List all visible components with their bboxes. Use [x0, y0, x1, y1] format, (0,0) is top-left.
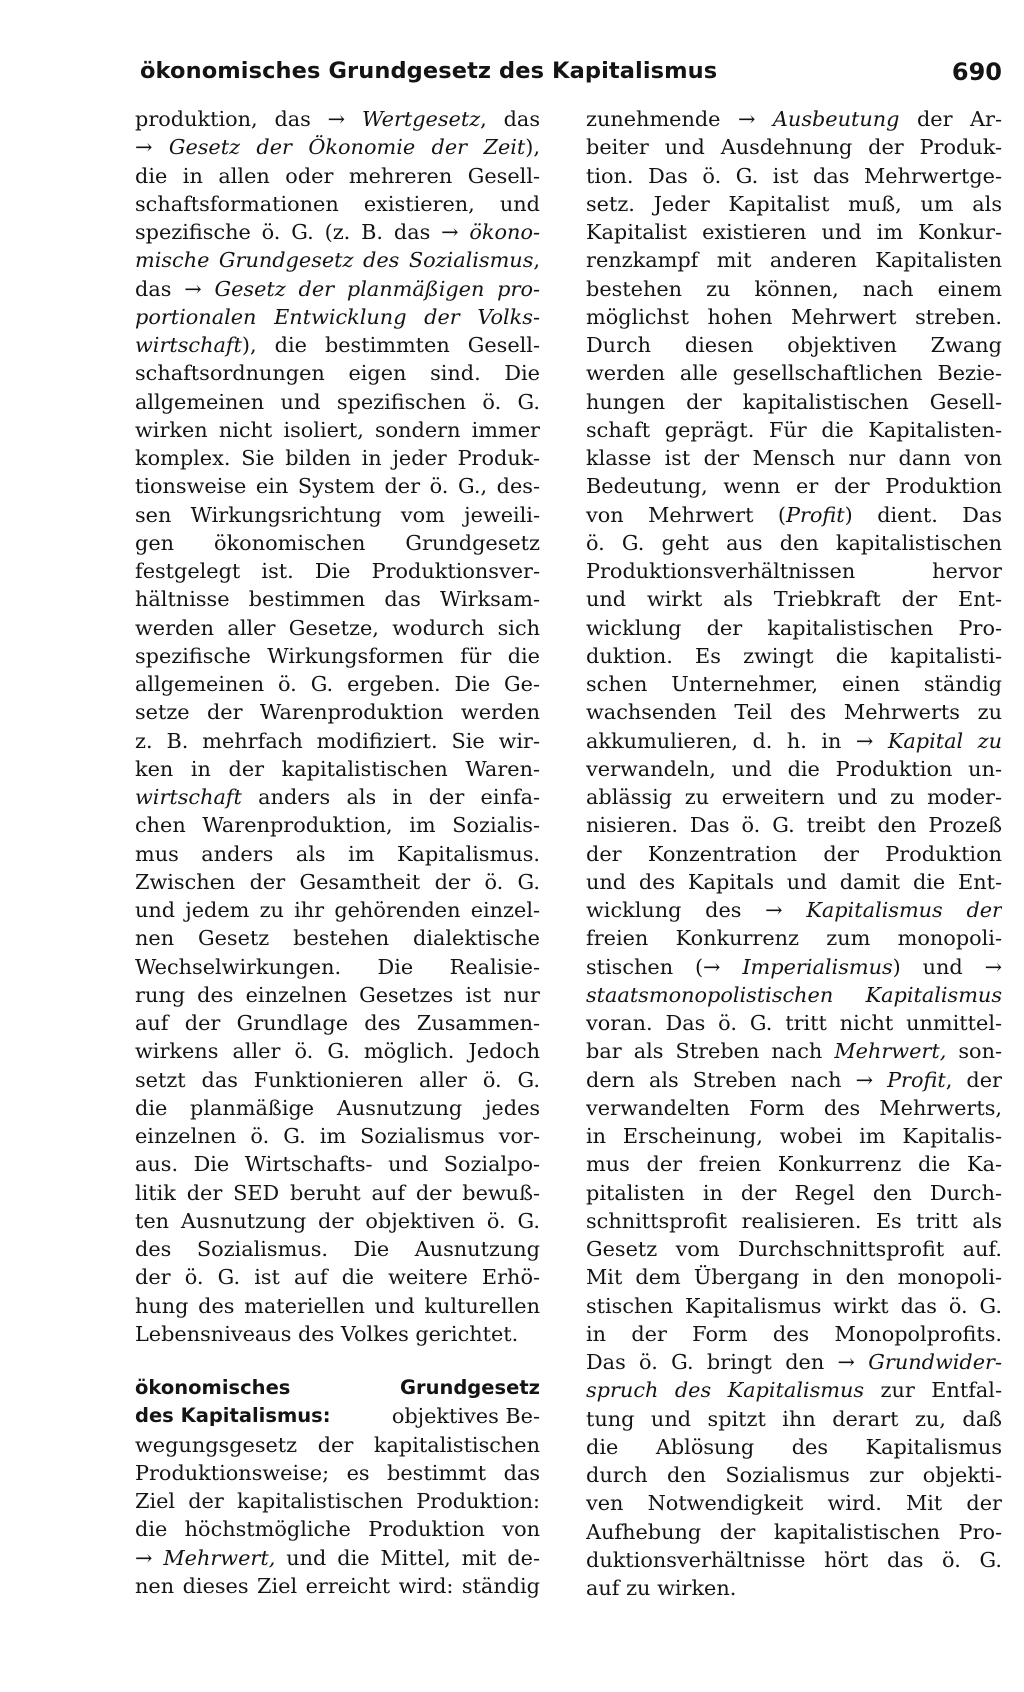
text-line: wirtschaft anders als in der einfa- [135, 785, 540, 809]
text-line: auf der Grundlage des Zusammen- [135, 1011, 540, 1035]
entry-headword-continued: des Kapitalismus: [135, 1404, 331, 1428]
text-line: in Erscheinung, wobei im Kapitalis- [586, 1124, 1002, 1148]
text-line: rung des einzelnen Gesetzes ist nur [135, 982, 540, 1007]
text-line: stischen (→ Imperialismus) und → [586, 954, 1002, 979]
text-line: und wirkt als Triebkraft der Ent- [586, 587, 1002, 612]
text-line: nen dieses Ziel erreicht wird: ständig [135, 1573, 540, 1598]
text-line: voran. Das ö. G. tritt nicht unmittel- [586, 1011, 1002, 1035]
text-line: wegungsgesetz der kapitalistischen [135, 1432, 540, 1457]
text-line: Produktionsverhältnissen hervor [586, 559, 1002, 583]
text-line: und des Kapitals und damit die Ent- [586, 869, 1002, 894]
entry-spacer [135, 1348, 540, 1374]
text-line: Produktionsweise; es bestimmt das [135, 1460, 540, 1485]
text-line: ken in der kapitalistischen Waren- [135, 756, 540, 781]
text-line: schnittsprofit realisieren. Es tritt als [586, 1208, 1002, 1233]
text-line: tionsweise ein System der ö. G., des- [135, 474, 540, 499]
text-line: tung und spitzt ihn derart zu, daß [586, 1406, 1002, 1431]
text-line: ö. G. geht aus den kapitalistischen [586, 530, 1002, 555]
text-line: spruch des Kapitalismus zur Entfal- [586, 1378, 1002, 1403]
text-line: akkumulieren, d. h. in → Kapital zu [586, 728, 1002, 753]
text-line: Das ö. G. bringt den → Grundwider- [586, 1350, 1002, 1374]
text-line: renzkampf mit anderen Kapitalisten [586, 248, 1002, 273]
entry-headword: ökonomisches Grundgesetz [135, 1376, 540, 1399]
text-line: wirtschaft), die bestimmten Gesell- [135, 333, 540, 357]
text-line: die planmäßige Ausnutzung jedes [135, 1095, 540, 1120]
text-line: ablässig zu erweitern und zu moder- [586, 785, 1002, 809]
text-line: nen Gesetz bestehen dialektische [135, 926, 540, 951]
text-line: durch den Sozialismus zur objekti- [586, 1463, 1002, 1487]
text-line: allgemeinen und spezifischen ö. G. [135, 389, 540, 414]
text-line: beiter und Ausdehnung der Produk- [586, 135, 1002, 160]
text-line: von Mehrwert (Profit) dient. Das [586, 502, 1002, 527]
text-line: portionalen Entwicklung der Volks- [135, 304, 540, 329]
text-line: Durch diesen objektiven Zwang [586, 333, 1002, 357]
text-line: bar als Streben nach Mehrwert, son- [586, 1039, 1002, 1064]
text-line: schaft geprägt. Für die Kapitalisten- [586, 417, 1002, 442]
text-line: verwandelten Form des Mehrwerts, [586, 1095, 1002, 1120]
text-line: und jedem zu ihr gehörenden einzel- [135, 898, 540, 922]
text-line: ven Notwendigkeit wird. Mit der [586, 1491, 1002, 1516]
text-line: wachsenden Teil des Mehrwerts zu [586, 700, 1002, 725]
text-line: setz. Jeder Kapitalist muß, um als [586, 191, 1002, 216]
text-line: produktion, das → Wertgesetz, das [135, 107, 540, 131]
text-line: setzt das Funktionieren aller ö. G. [135, 1067, 540, 1092]
text-line: wirken nicht isoliert, sondern immer [135, 417, 540, 442]
text-line: aus. Die Wirtschafts- und Sozialpo- [135, 1152, 540, 1177]
text-line: schen Unternehmer, einen ständig [586, 672, 1002, 696]
text-line: pitalisten in der Regel den Durch- [586, 1180, 1002, 1205]
text-line: nisieren. Das ö. G. treibt den Prozeß [586, 813, 1002, 838]
text-line: litik der SED beruht auf der bewuß- [135, 1180, 540, 1205]
text-line: festgelegt ist. Die Produktionsver- [135, 559, 540, 583]
text-line: freien Konkurrenz zum monopoli- [586, 926, 1002, 951]
text-line: sen Wirkungsrichtung vom jeweili- [135, 502, 540, 527]
text-line: Kapitalist existieren und im Konkur- [586, 220, 1002, 244]
text-line: in der Form des Monopolprofits. [586, 1321, 1002, 1346]
text-line: dern als Streben nach → Profit, der [586, 1067, 1002, 1092]
text-line: auf zu wirken. [586, 1576, 737, 1600]
text-line: komplex. Sie bilden in jeder Produk- [135, 446, 540, 470]
text-line: die höchstmögliche Produktion von [135, 1517, 540, 1542]
text-line: wirkens aller ö. G. möglich. Jedoch [135, 1039, 540, 1064]
text-line: verwandeln, und die Produktion un- [586, 756, 1002, 781]
text-line: schaftsordnungen eigen sind. Die [135, 361, 540, 386]
text-line: Bedeutung, wenn er der Produktion [586, 474, 1002, 499]
text-line: wicklung der kapitalistischen Pro- [586, 615, 1002, 640]
text-line: chen Warenproduktion, im Sozialis- [135, 813, 540, 838]
text-line: werden aller Gesetze, wodurch sich [135, 615, 540, 640]
text-line: gen ökonomischen Grundgesetz [135, 530, 540, 555]
entry-definition-start: objektives Be- [391, 1404, 540, 1429]
text-line: setze der Warenproduktion werden [135, 700, 540, 725]
text-line: die Ablösung des Kapitalismus [586, 1434, 1002, 1459]
left-column [135, 105, 540, 1600]
text-line: ten Ausnutzung der objektiven ö. G. [135, 1208, 540, 1233]
text-line: duktion. Es zwingt die kapitalisti- [586, 643, 1002, 668]
text-line: mus anders als im Kapitalismus. [135, 841, 540, 866]
text-line: → Gesetz der Ökonomie der Zeit), [135, 135, 540, 160]
text-line: spezifische ö. G. (z. B. das → ökono- [135, 220, 540, 244]
text-line: allgemeinen ö. G. ergeben. Die Ge- [135, 672, 540, 696]
text-line: wicklung des → Kapitalismus der [586, 898, 1002, 922]
text-line: spezifische Wirkungsformen für die [135, 643, 540, 668]
text-line: hungen der kapitalistischen Gesell- [586, 389, 1002, 414]
text-line: der Konzentration der Produktion [586, 841, 1002, 866]
text-line: werden alle gesellschaftlichen Bezie- [586, 361, 1002, 386]
text-line: das → Gesetz der planmäßigen pro- [135, 276, 540, 301]
text-line: duktionsverhältnisse hört das ö. G. [586, 1547, 1002, 1572]
right-column [586, 105, 1002, 1602]
text-line: hältnisse bestimmen das Wirksam- [135, 587, 540, 612]
text-line: z. B. mehrfach modifiziert. Sie wir- [135, 728, 540, 753]
text-line: Aufhebung der kapitalistischen Pro- [586, 1519, 1002, 1544]
text-line: Ziel der kapitalistischen Produktion: [135, 1489, 540, 1513]
text-line: des Sozialismus. Die Ausnutzung [135, 1237, 540, 1261]
text-line: Mit dem Übergang in den monopoli- [586, 1265, 1002, 1290]
text-line: Wechselwirkungen. Die Realisie- [135, 954, 540, 979]
text-line: einzelnen ö. G. im Sozialismus vor- [135, 1124, 540, 1148]
text-line: schaftsformationen existieren, und [135, 191, 540, 216]
text-line: mische Grundgesetz des Sozialismus, [135, 248, 540, 273]
text-line: stischen Kapitalismus wirkt das ö. G. [586, 1293, 1002, 1318]
text-line: bestehen zu können, nach einem [586, 276, 1002, 301]
text-line: der ö. G. ist auf die weitere Erhö- [135, 1265, 540, 1290]
page-number: 690 [951, 58, 1002, 86]
text-line: möglichst hohen Mehrwert streben. [586, 304, 1002, 329]
running-header-title: ökonomisches Grundgesetz des Kapitalismus [140, 58, 718, 84]
text-line: Zwischen der Gesamtheit der ö. G. [135, 869, 540, 894]
text-line: tion. Das ö. G. ist das Mehrwertge- [586, 163, 1002, 188]
entry-headword-line [135, 1402, 540, 1430]
text-line: Lebensniveaus des Volkes gerichtet. [135, 1321, 519, 1346]
text-line: Gesetz vom Durchschnittsprofit auf. [586, 1237, 1002, 1261]
text-line: hung des materiellen und kulturellen [135, 1293, 540, 1318]
text-line: die in allen oder mehreren Gesell- [135, 163, 540, 188]
text-line: staatsmonopolistischen Kapitalismus [586, 982, 1002, 1007]
text-line: → Mehrwert, und die Mittel, mit de- [135, 1545, 540, 1570]
text-line: zunehmende → Ausbeutung der Ar- [586, 107, 1002, 131]
text-line: mus der freien Konkurrenz die Ka- [586, 1152, 1002, 1177]
text-line: klasse ist der Mensch nur dann von [586, 446, 1002, 470]
